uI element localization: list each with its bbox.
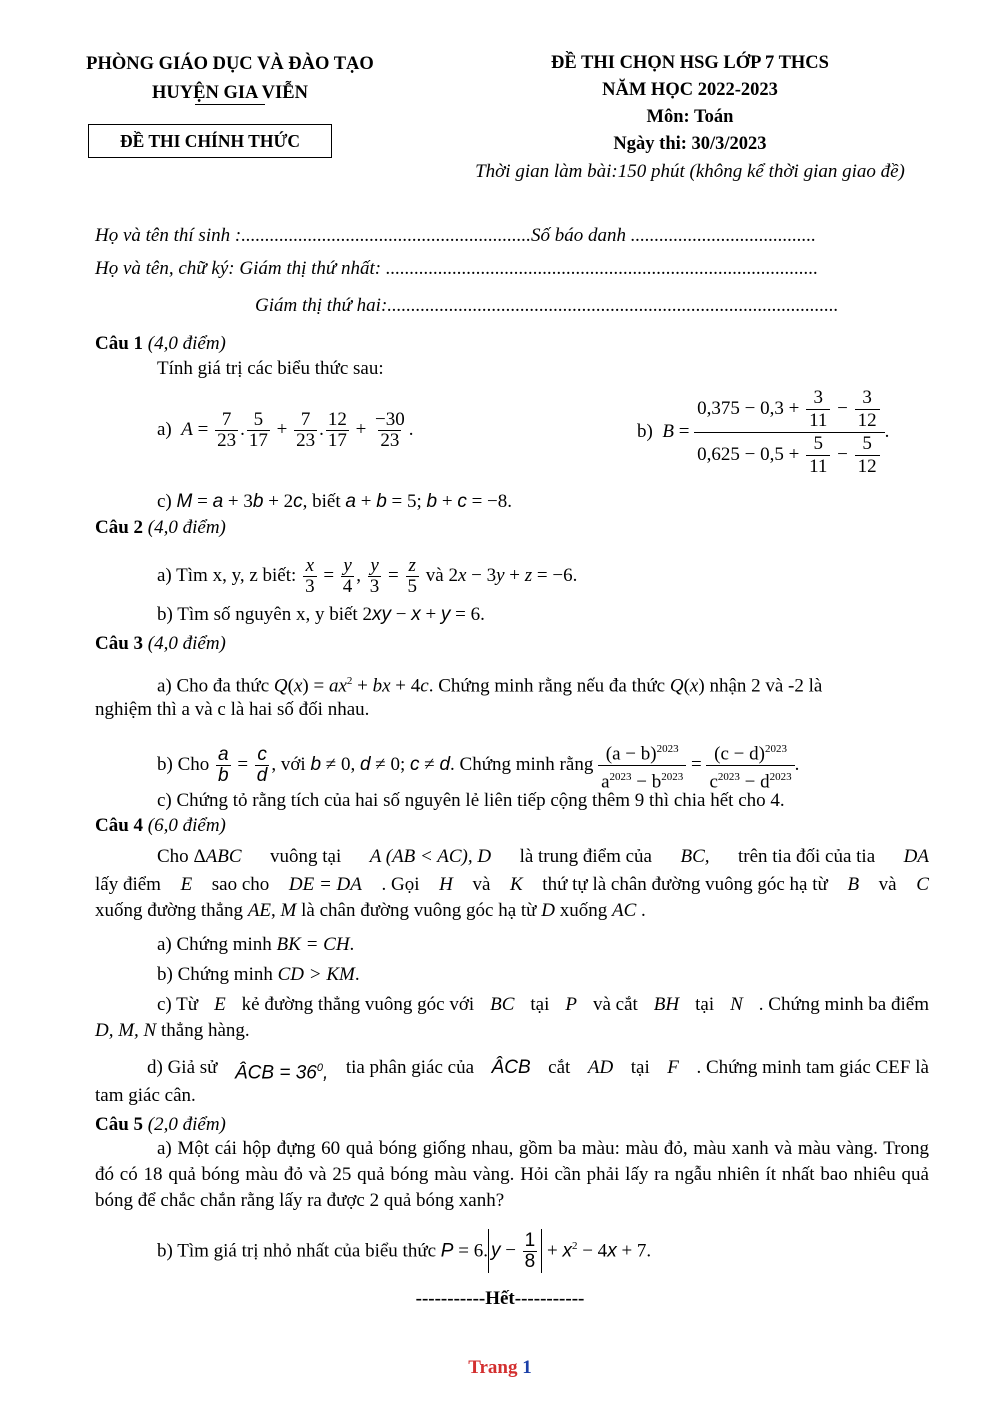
q1c-label: c) [157, 491, 172, 512]
q3b-text3: Chứng minh rằng [459, 754, 594, 776]
q5-heading [95, 1113, 226, 1137]
q2a-label: a) Tìm x, y, z biết: [157, 565, 297, 586]
q2-title: Câu 2 [95, 517, 144, 538]
q3a-text3: nhận 2 và -2 là [709, 675, 823, 697]
school-year: NĂM HỌC 2022-2023 [602, 80, 778, 100]
q1-title: Câu 1 [95, 333, 144, 354]
q1c-tail: biết [312, 491, 341, 512]
q2b-text: b) Tìm số nguyên x, y biết 2xy − x + y = 6. [157, 604, 485, 625]
q3b-text: b) Cho $\frac{a}{b}$ = $\frac{c}{d}$ , với b ≠ 0, d ≠ 0; c ≠ d. Chứng minh rằng $\frac{(a - b)^{2023}}{a^{2023} - b^{2023}}$ = $\frac{(c - d)^{2023}}{c^{2023} - d^{2023}}$ . [157, 743, 800, 793]
q4d-text5: . Chứng minh tam giác CEF là [696, 1057, 929, 1078]
q4-intro-10: thứ tự là chân đường vuông góc hạ từ [542, 874, 828, 895]
q4c-text7: thẳng hàng. [160, 1020, 250, 1041]
q1-points: (4,0 điểm) [147, 333, 226, 354]
q4d-text2: tia phân giác của [345, 1057, 474, 1078]
page-label: Trang [468, 1357, 518, 1378]
q4-intro-line2: lấy điểm E sao cho DE = DA . Gọi H và K thứ tự là chân đường vuông góc hạ từ B và C [95, 874, 929, 895]
exam-date: Ngày thi: 30/3/2023 [613, 134, 767, 154]
q4-intro-4: là trung điểm của [519, 846, 652, 867]
q4d-text1: d) Giả sử [147, 1057, 218, 1078]
q4-intro-2: vuông tại [270, 846, 342, 867]
page-number [0, 1357, 1000, 1379]
candidate-name-label: Họ và tên thí sinh : [95, 225, 242, 246]
q1b-expression: b) B = 0,375 − 0,3 + $\frac{3}{11}$ − $\frac{3}{12}$ 0,625 − 0,5 + $\frac{5}{11}$ − $\frac{5}{12}$ . [637, 387, 890, 477]
q4d-line2: tam giác cân. [95, 1085, 196, 1106]
q4-intro-14: xuống [559, 900, 608, 921]
q1b-label: b) [637, 420, 653, 442]
candidate-id-label: Số báo danh [530, 225, 626, 246]
q3b-text1: b) Cho [157, 754, 210, 776]
q4-intro-8: . Gọi [381, 874, 420, 895]
page-number-value: 1 [522, 1357, 532, 1378]
q3b-text2: với [280, 754, 306, 776]
q4-intro-line3: xuống đường thẳng AE, M là chân đường vuông góc hạ từ D xuống AC . [95, 900, 646, 921]
q4b-text: b) Chứng minh CD > KM. [157, 964, 360, 985]
q5a-text: a) Một cái hộp đựng 60 quả bóng giống nhau, gồm ba màu: màu đỏ, màu xanh và màu vàng. Trong đó có 18 quả bóng màu đỏ và 25 quả bóng màu vàng. Hỏi cần phải lấy ra ngẫu nhiên ít nhất bao nhiêu quả bóng để chắc chắn rằng lấy ra được 2 quả bóng xanh? [95, 1138, 929, 1211]
q4c-text6: . Chứng minh ba điểm [758, 994, 929, 1015]
q4-intro-5: trên tia đối của tia [737, 846, 876, 867]
q4-intro-11: và [878, 874, 897, 895]
header-right [440, 50, 940, 185]
district-name: HUYỆN GIA VIỄN [152, 83, 308, 103]
q4-intro-13: là chân đường vuông góc hạ từ [301, 900, 537, 921]
q2b-label: b) Tìm số nguyên x, y biết [157, 604, 358, 625]
q4-points: (6,0 điểm) [147, 815, 226, 836]
header-left [60, 50, 400, 105]
proctor2-label: Giám thị thứ hai: [255, 295, 388, 316]
q4-intro-line1: Cho ΔABC vuông tại A (AB < AC), D là trung điểm của BC, trên tia đối của tia DA [157, 846, 929, 867]
q3a-line2: nghiệm thì a và c là hai số đối nhau. [95, 699, 370, 720]
exam-duration: Thời gian làm bài:150 phút (không kể thời gian giao đề) [475, 161, 905, 182]
q4a-label: a) Chứng minh [157, 934, 272, 955]
proctor1-label: Họ và tên, chữ ký: Giám thị thứ nhất: [95, 258, 382, 279]
q1c-expression: c) M = a + 3b + 2c, biết a + b = 5; b + c = −8. [157, 491, 513, 512]
q4-intro-6: lấy điểm [95, 874, 161, 895]
q4c-line2: D, M, N thẳng hàng. [95, 1020, 250, 1041]
q4c-line1: c) Từ E kẻ đường thẳng vuông góc với BC tại P và cắt BH tại N . Chứng minh ba điểm [157, 994, 929, 1015]
q1a-expression: a) A = $\frac{7}{23}$ . $\frac{5}{17}$ + $\frac{7}{23}$ . $\frac{12}{17}$ + $\frac{-30}{23}$ . [157, 409, 414, 452]
q3-title: Câu 3 [95, 633, 144, 654]
subject: Môn: Toán [646, 107, 734, 127]
q4-intro-1: Cho [157, 846, 189, 867]
q5b-text: b) Tìm giá trị nhỏ nhất của biểu thức P = 6. y − $\frac{1}{8}$ + $x^2 - 4x + 7$. [157, 1230, 652, 1273]
q3a-text1: a) Cho đa thức [157, 675, 270, 697]
q2a-text: a) Tìm x, y, z biết: $\frac{x}{3}$ = $\frac{y}{4}$ , $\frac{y}{3}$ = $\frac{z}{5}$ và 2x − 3y + z = −6. [157, 555, 578, 598]
q4d-line1: d) Giả sử ÂCB = $36^0$, tia phân giác của ÂCB cắt AD tại F . Chứng minh tam giác CEF là [147, 1057, 929, 1084]
official-exam-box: ĐỀ THI CHÍNH THỨC [88, 124, 332, 158]
exam-title: ĐỀ THI CHỌN HSG LỚP 7 THCS [551, 53, 829, 73]
q3c-text: c) Chứng tỏ rằng tích của hai số nguyên lẻ liên tiếp cộng thêm 9 thì chia hết cho 4. [157, 790, 785, 811]
q4c-text1: c) Từ [157, 994, 199, 1015]
q2a-and: và [425, 565, 444, 586]
q4c-text3: tại [530, 994, 550, 1015]
q3-heading [95, 632, 226, 656]
q4b-label: b) Chứng minh [157, 964, 273, 985]
q4-intro-9: và [472, 874, 491, 895]
q2-heading [95, 516, 226, 540]
q4-heading [95, 814, 226, 838]
q4c-text5: tại [695, 994, 715, 1015]
q5-points: (2,0 điểm) [147, 1114, 226, 1135]
q4-intro-12: xuống đường thẳng [95, 900, 244, 921]
q4d-text3: cắt [548, 1057, 571, 1078]
candidate-info: Họ và tên thí sinh :.............................................................Số báo danh ....................................... Họ và tên, chữ ký: Giám thị thứ nhất: ........................................................................................... Giám thị thứ hai:............................................................................................... [95, 225, 839, 316]
end-marker: -----------Hết----------- [415, 1288, 585, 1309]
q4a-text: a) Chứng minh BK = CH. [157, 934, 355, 955]
q5-title: Câu 5 [95, 1114, 144, 1135]
q1-intro: Tính giá trị các biểu thức sau: [157, 358, 384, 379]
department-name: PHÒNG GIÁO DỤC VÀ ĐÀO TẠO [86, 54, 374, 74]
q4-intro-7: sao cho [211, 874, 270, 895]
q3a-text2: Chứng minh rằng nếu đa thức [438, 675, 666, 697]
q3a-line1: a) Cho đa thức $Q(x) = ax^2$ + bx + 4c. Chứng minh rằng nếu đa thức Q(x) nhận 2 và -2 là [157, 675, 823, 697]
q1-heading [95, 332, 226, 356]
q1a-label: a) [157, 419, 172, 440]
q4c-text4: và cắt [592, 994, 638, 1015]
q3-points: (4,0 điểm) [147, 633, 226, 654]
q5b-label: b) Tìm giá trị nhỏ nhất của biểu thức [157, 1240, 437, 1262]
q4c-text2: kẻ đường thẳng vuông góc với [241, 994, 475, 1015]
q4d-text4: tại [630, 1057, 650, 1078]
q4-intro-3: A (AB < AC), D [369, 846, 492, 867]
q2-points: (4,0 điểm) [147, 517, 226, 538]
q4-title: Câu 4 [95, 815, 144, 836]
